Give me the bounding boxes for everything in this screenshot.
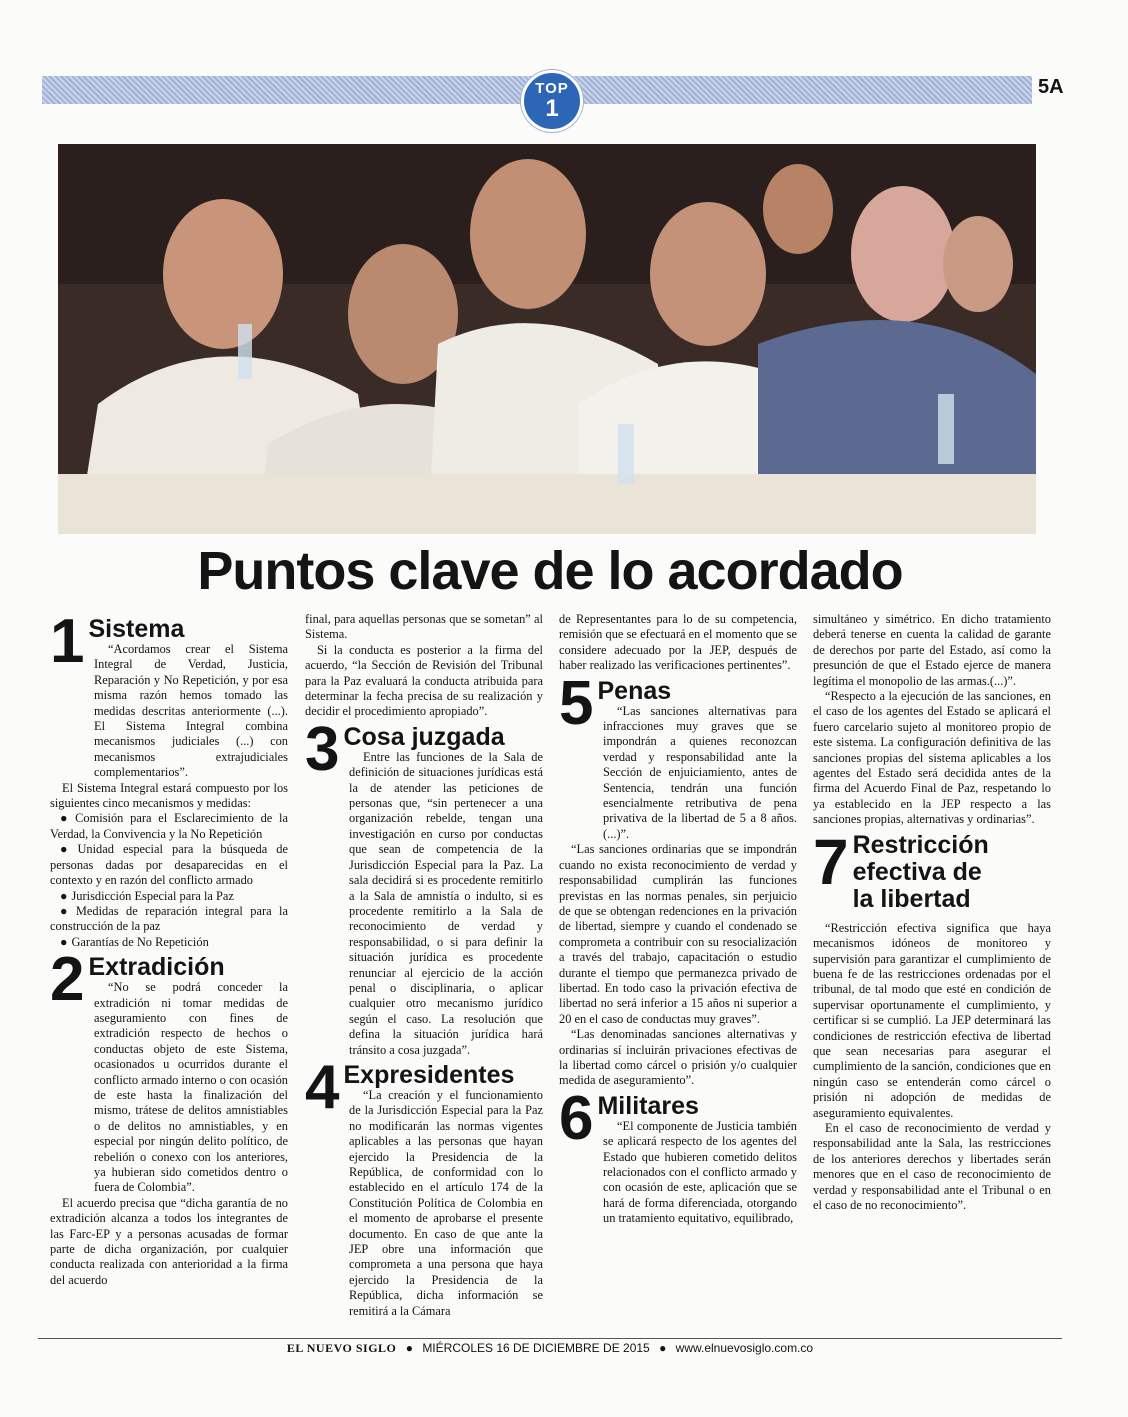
- list-item: ● Medidas de reparación integral para la construcción de la paz: [50, 904, 288, 935]
- paragraph: El Sistema Integral estará compuesto por los siguientes cinco mecanismos y medidas:: [50, 780, 288, 811]
- newspaper-brand: EL NUEVO SIGLO: [286, 1341, 397, 1355]
- section-title: Expresidentes: [343, 1060, 515, 1089]
- title-line: efectiva de: [852, 857, 982, 886]
- footer: [0, 1341, 1100, 1356]
- top-badge: [521, 70, 583, 132]
- website-link[interactable]: www.elnuevosiglo.com.co: [675, 1341, 814, 1355]
- section-number: 2: [50, 945, 85, 1015]
- list-item: ● Jurisdicción Especial para la Paz: [50, 889, 288, 904]
- paragraph: El acuerdo precisa que “dicha garantía de no extradición alcanza a todos los integrantes de las Farc-EP y a personas acusadas de formar parte de dicha organización, por cualquier conducta realizada con anterioridad a la firma del acuerdo: [50, 1195, 288, 1287]
- paragraph: de Representantes para lo de su competencia, remisión que se efectuará en el momento que se considere adecuado por la JEP, después de haber realizado las verificaciones pertinentes”.: [559, 612, 797, 673]
- badge-number: 1: [545, 95, 559, 122]
- section-7-heading: [813, 825, 1051, 913]
- badge-label: TOP: [535, 80, 569, 97]
- headline: Puntos clave de lo acordado: [197, 541, 903, 601]
- paragraph: “El componente de Justicia también se aplicará respecto de los agentes del Estado que hubieren cometido delitos relacionados con el conflicto armado y con ocasión de este, aplicación que se hará de forma diferenciada, otorgando un tratamiento equitativo, equilibrado,: [603, 1118, 797, 1226]
- section-number: 3: [305, 714, 340, 784]
- paragraph: final, para aquellas personas que se sometan” al Sistema.: [305, 612, 543, 642]
- footer-rule: [38, 1338, 1062, 1339]
- column-1: [50, 607, 289, 1288]
- page-number: 5A: [1038, 76, 1064, 98]
- list-item: ● Comisión para el Esclarecimiento de la Verdad, la Convivencia y la No Repetición: [50, 811, 288, 842]
- paragraph: En el caso de reconocimiento de verdad y responsabilidad ante la Sala, las restricciones de los anteriores derechos y libertades serán menores que en el caso de reconocimiento de verdad y responsabilidad ante el Tribunal o en el caso de no reconocimiento”.: [813, 1120, 1051, 1212]
- paragraph: “La creación y el funcionamiento de la Jurisdicción Especial para la Paz no modificarán las normas vigentes aplicables a las personas que hayan ejercido la Presidencia de la República, de conformidad con lo establecido en el artículo 174 de la Constitución Política de Colombia en el momento de aprobarse el presente documento. En caso de que ante la JEP obre una información que comprometa a una persona que haya ejercido la Presidencia de la República, dicha información se remitirá a la Cámara: [349, 1087, 543, 1318]
- section-title: Penas: [597, 676, 672, 705]
- bullet-icon: ●: [405, 1341, 413, 1355]
- paragraph: “Respecto a la ejecución de las sanciones, en el caso de los agentes del Estado se aplicará el fuero carcelario sujeto al monitoreo propio de este sistema. La configuración definitiva de las sanciones propias del sistema aplicables a los agentes del Estado será decidida antes de la firma del Acuerdo Final de Paz, respetando lo ya establecido en la JEP respecto a las sanciones propias, alternativas y ordinarias”.: [813, 689, 1051, 827]
- section-title: Sistema: [88, 615, 185, 643]
- paragraph: “Las sanciones alternativas para infracciones muy graves que se impondrán a quienes reconozcan verdad y responsabilidad ante la Sección de enjuiciamiento, antes de Sentencia, tendrán una función esencialmente retributiva de pena privativa de la libertad de 5 a 8 años.(...)”.: [603, 703, 797, 841]
- column-3: [559, 612, 797, 1227]
- paragraph: “No se podrá conceder la extradición ni tomar medidas de aseguramiento con fines de extradición respecto de hechos o conductas objeto de este Sistema, ocasionados u ocurridos durante el conflicto armado interno o con ocasión de este hasta la finalización del mismo, trátese de delitos amnistiables o de delitos no amnistiables, y en especial por ningún delito político, de rebelión o conexo con los anteriores, ya hubieran sido cometidos dentro o fuera de Colombia”.: [94, 980, 288, 1195]
- section-title: Militares: [597, 1091, 699, 1120]
- section-number: 7: [813, 825, 849, 898]
- column-2: [305, 612, 543, 1319]
- section-title: Extradición: [88, 953, 225, 982]
- title-line: Restricción: [852, 830, 989, 859]
- paragraph: simultáneo y simétrico. En dicho tratamiento deberá tenerse en cuenta la calidad de garante de derechos por parte del Estado, así como la presunción de que el Estado ejerce de manera legítima el monopolio de las armas.(...)”.: [813, 612, 1051, 688]
- paragraph: “Restricción efectiva significa que haya mecanismos idóneos de monitoreo y supervisión para garantizar el cumplimiento de buena fe de las restricciones ordenadas por el tribunal, de tal modo que esté en condición de supervisar oportunamente el cumplimiento, y certificar si se cumplió. La JEP determinará las condiciones de restricción efectiva de libertad que sean necesarias para asegurar el cumplimiento de la sanción, condiciones que en ningún caso se entenderán como cárcel o prisión ni adopción de medidas de aseguramiento equivalentes.: [813, 920, 1051, 1120]
- section-number: 6: [559, 1083, 594, 1153]
- photo-illustration: [58, 144, 1036, 534]
- list-item: ● Unidad especial para la búsqueda de personas dadas por desaparecidas en el contexto y en razón del conflicto armado: [50, 842, 288, 888]
- section-title: [853, 832, 989, 913]
- news-photo: [58, 144, 1036, 534]
- paragraph: “Las sanciones ordinarias que se impondrán cuando no exista reconocimiento de verdad y responsabilidad cumplirán las funciones previstas en las normas penales, sin perjuicio de que se obtengan redenciones en la privación de libertad, siempre y cuando el condenado se comprometa a contribuir con su resocialización a través del trabajo, capacitación o estudio durante el tiempo que permanezca privado de libertad. En todo caso la privación efectiva de libertad no será inferior a 15 años ni superior a 20 en el caso de conductas muy graves”.: [559, 842, 797, 1026]
- paragraph: “Acordamos crear el Sistema Integral de Verdad, Justicia, Reparación y No Repetición, y por esa misma razón hemos tomado las medidas descritas anteriormente (...). El Sistema Integral combina mecanismos judiciales (...) con mecanismos extrajudiciales complementarios”.: [94, 642, 288, 780]
- paragraph: “Las denominadas sanciones alternativas y ordinarias sí incluirán privaciones efectivas de la libertad como cárcel o prisión y/o cualquier medida de aseguramiento”.: [559, 1027, 797, 1088]
- list-item: ● Garantías de No Repetición: [50, 935, 288, 950]
- column-4: [813, 612, 1051, 1213]
- paragraph: Si la conducta es posterior a la firma del acuerdo, “la Sección de Revisión del Tribunal para la Paz evaluará la conducta atribuida para determinar la fecha precisa de su realización y decidir el procedimiento apropiado”.: [305, 642, 543, 719]
- issue-date: MIÉRCOLES 16 DE DICIEMBRE DE 2015: [422, 1341, 650, 1355]
- section-title: Cosa juzgada: [343, 722, 505, 751]
- paragraph: Entre las funciones de la Sala de definición de situaciones jurídicas está la de atender las peticiones de personas que, “sin pertenecer a una organización rebelde, tengan una investigación en curso por conductas que sean de competencia de la Jurisdicción Especial para la Paz. La sala decidirá si es procedente remitirlo a la Sala de amnistía o indulto, si es procedente remitirlo a la Sala de reconocimiento de verdad y responsabilidad, o si para definir la situación jurídica es procedente renunciar al ejercicio de la acción penal o disciplinaria, o aplicar cualquier otro mecanismo jurídico según el caso. La resolución que defina la situación jurídica hará tránsito a cosa juzgada”.: [349, 749, 543, 1057]
- title-line: la libertad: [852, 884, 971, 913]
- section-number: 4: [305, 1052, 340, 1122]
- section-number: 5: [559, 668, 594, 738]
- bullet-icon: ●: [659, 1341, 667, 1355]
- section-number: 1: [50, 607, 85, 676]
